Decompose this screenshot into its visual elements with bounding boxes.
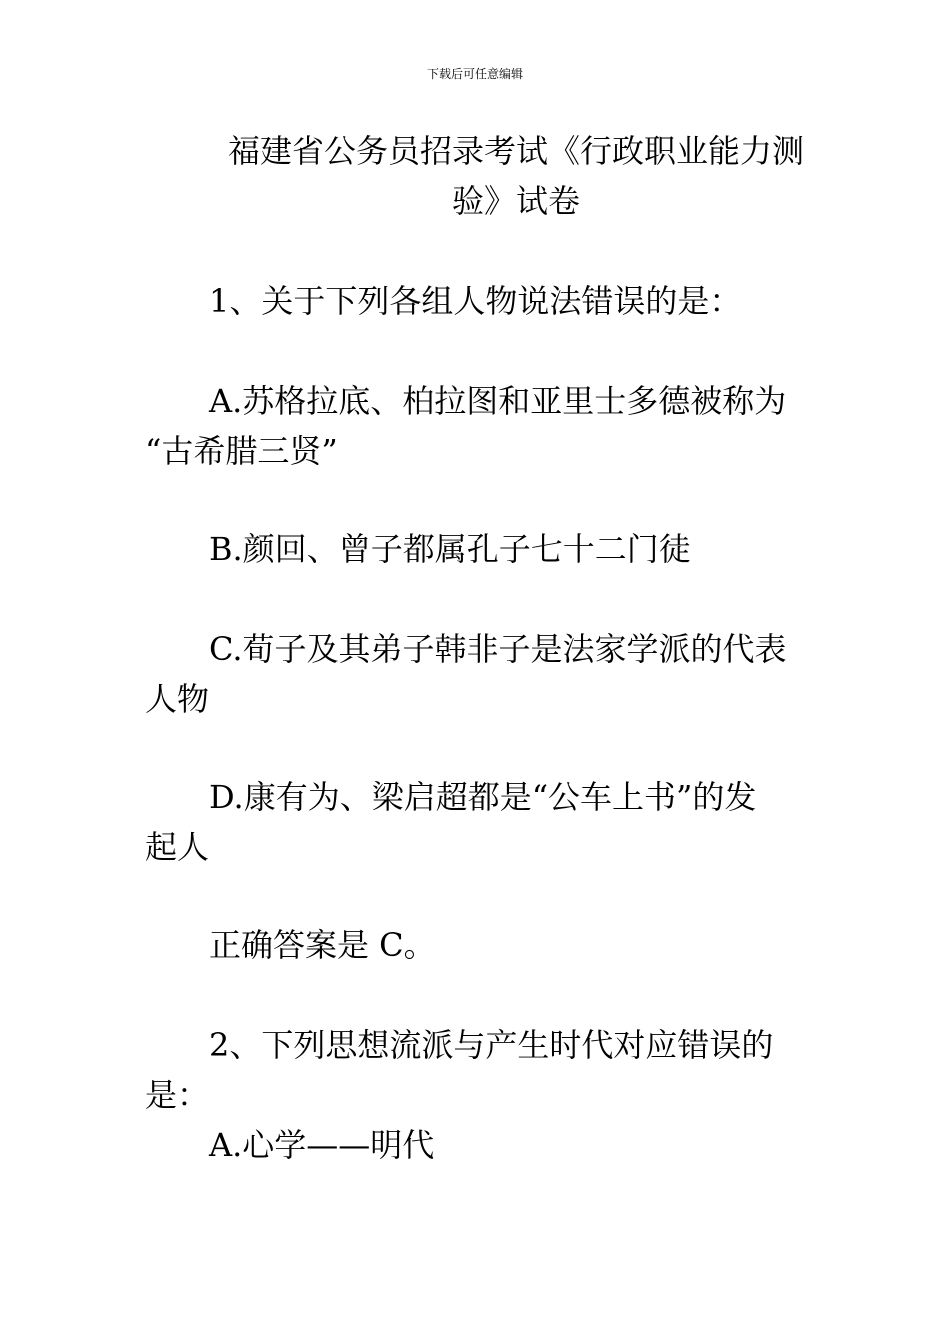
question-2-option-a: A.心学——明代 <box>209 1126 435 1164</box>
document-title <box>216 126 816 226</box>
document-title-line-2: 验》试卷 <box>451 182 580 220</box>
document-title-line-1: 福建省公务员招录考试《行政职业能力测 <box>227 132 804 170</box>
question-1-option-c <box>145 624 815 724</box>
option-d-line-2: 起人 <box>145 828 210 866</box>
question-1-answer: 正确答案是 C。 <box>209 926 436 964</box>
option-a-line-1: A.苏格拉底、柏拉图和亚里士多德被称为 <box>209 382 787 420</box>
option-a-line-2: “古希腊三贤” <box>145 432 338 470</box>
option-c-line-2: 人物 <box>145 680 210 718</box>
question-1-stem: 1、关于下列各组人物说法错误的是： <box>209 282 742 320</box>
page-header: 下载后可任意编辑 <box>426 67 523 81</box>
question-1-option-a <box>145 376 815 476</box>
question-1-option-d <box>145 772 815 872</box>
option-d-line-1: D.康有为、梁启超都是“公车上书”的发 <box>209 778 757 816</box>
question-1-option-b: B.颜回、曾子都属孔子七十二门徒 <box>209 530 691 568</box>
question-2-stem: 2、下列思想流派与产生时代对应错误的是： <box>145 1026 774 1114</box>
option-c-line-1: C.荀子及其弟子韩非子是法家学派的代表 <box>209 630 787 668</box>
